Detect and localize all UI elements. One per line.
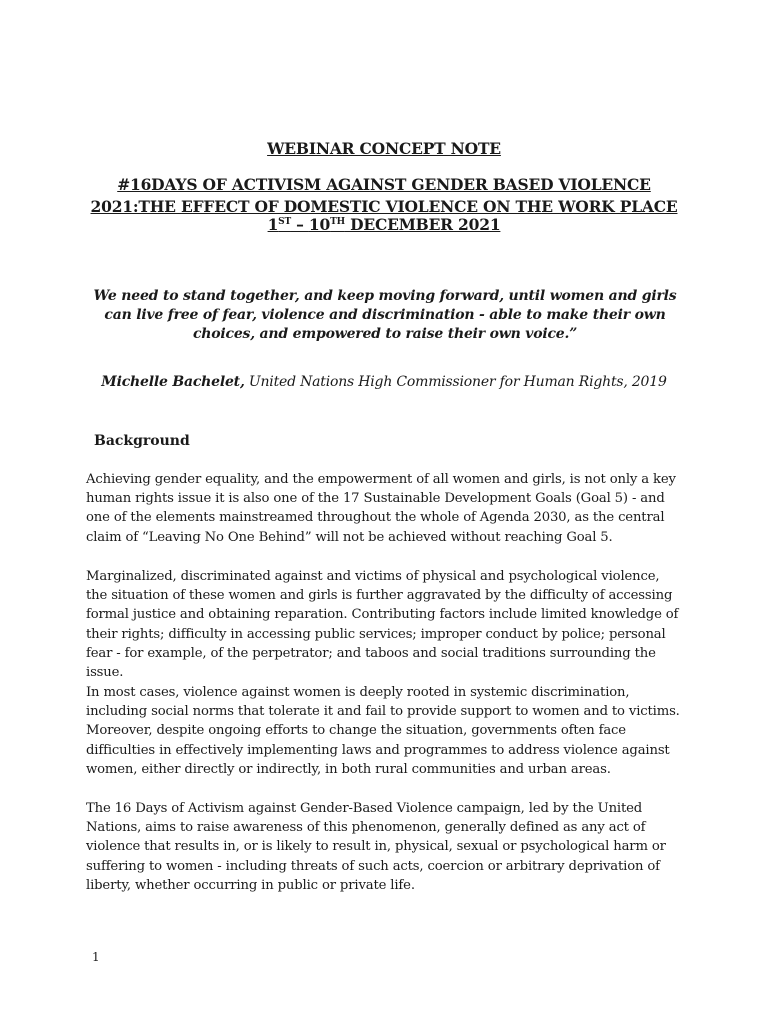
campaign-title: #16DAYS OF ACTIVISM AGAINST GENDER BASED VIOLENCE [117,175,651,194]
date-end-suffix: TH [330,217,345,227]
date-range [0,215,768,234]
page-number: 1 [92,950,100,964]
webinar-subtitle: 2021:THE EFFECT OF DOMESTIC VIOLENCE ON THE WORK PLACE [90,197,678,216]
date-start-day: 1 [267,215,279,234]
quote-text: We need to stand together, and keep moving forward, until women and girls can live free of fear, violence and discrimination - able to make their own choices, and empowered to raise their own voice.” [93,288,677,342]
date-separator: – [290,215,309,234]
quote-attribution [0,374,768,390]
date-start-suffix: ST [278,217,291,227]
quote-author-role: United Nations High Commissioner for Human Rights, 2019 [244,374,667,390]
doc-title: WEBINAR CONCEPT NOTE [267,139,501,158]
date-month-year: DECEMBER 2021 [344,215,501,234]
date-end-day: 10 [308,215,331,234]
quote-author: Michelle Bachelet, [101,374,245,390]
background-paragraph-4: The 16 Days of Activism against Gender-Based Violence campaign, led by the United Nations, aims to raise awareness of this phenomenon, generally defined as any act of violence that results in, or is likely to result in, physical, sexual or psychological harm or suffering to women - including threats of such acts, coercion or arbitrary deprivation of liberty, whether occurring in public or private life. [86,801,666,893]
background-paragraph-3: In most cases, violence against women is deeply rooted in systemic discrimination, including social norms that tolerate it and fail to provide support to women and to victims. Moreover, despite ongoing efforts to change the situation, governments often face difficulties in effectively implementing laws and programmes to address violence against women, either directly or indirectly, in both rural communities and urban areas. [86,685,680,777]
background-paragraph-1: Achieving gender equality, and the empowerment of all women and girls, is not only a key human rights issue it is also one of the 17 Sustainable Development Goals (Goal 5) - and one of the elements mainstreamed throughout the whole of Agenda 2030, as the central claim of “Leaving No One Behind” will not be achieved without reaching Goal 5. [86,472,676,545]
background-paragraph-2: Marginalized, discriminated against and victims of physical and psychological violence, the situation of these women and girls is further aggravated by the difficulty of accessing formal justice and obtaining reparation. Contributing factors include limited knowledge of their rights; difficulty in accessing public services; improper conduct by police; personal fear - for example, of the perpetrator; and taboos and social traditions surrounding the issue. [86,569,679,681]
background-heading: Background [94,433,190,449]
